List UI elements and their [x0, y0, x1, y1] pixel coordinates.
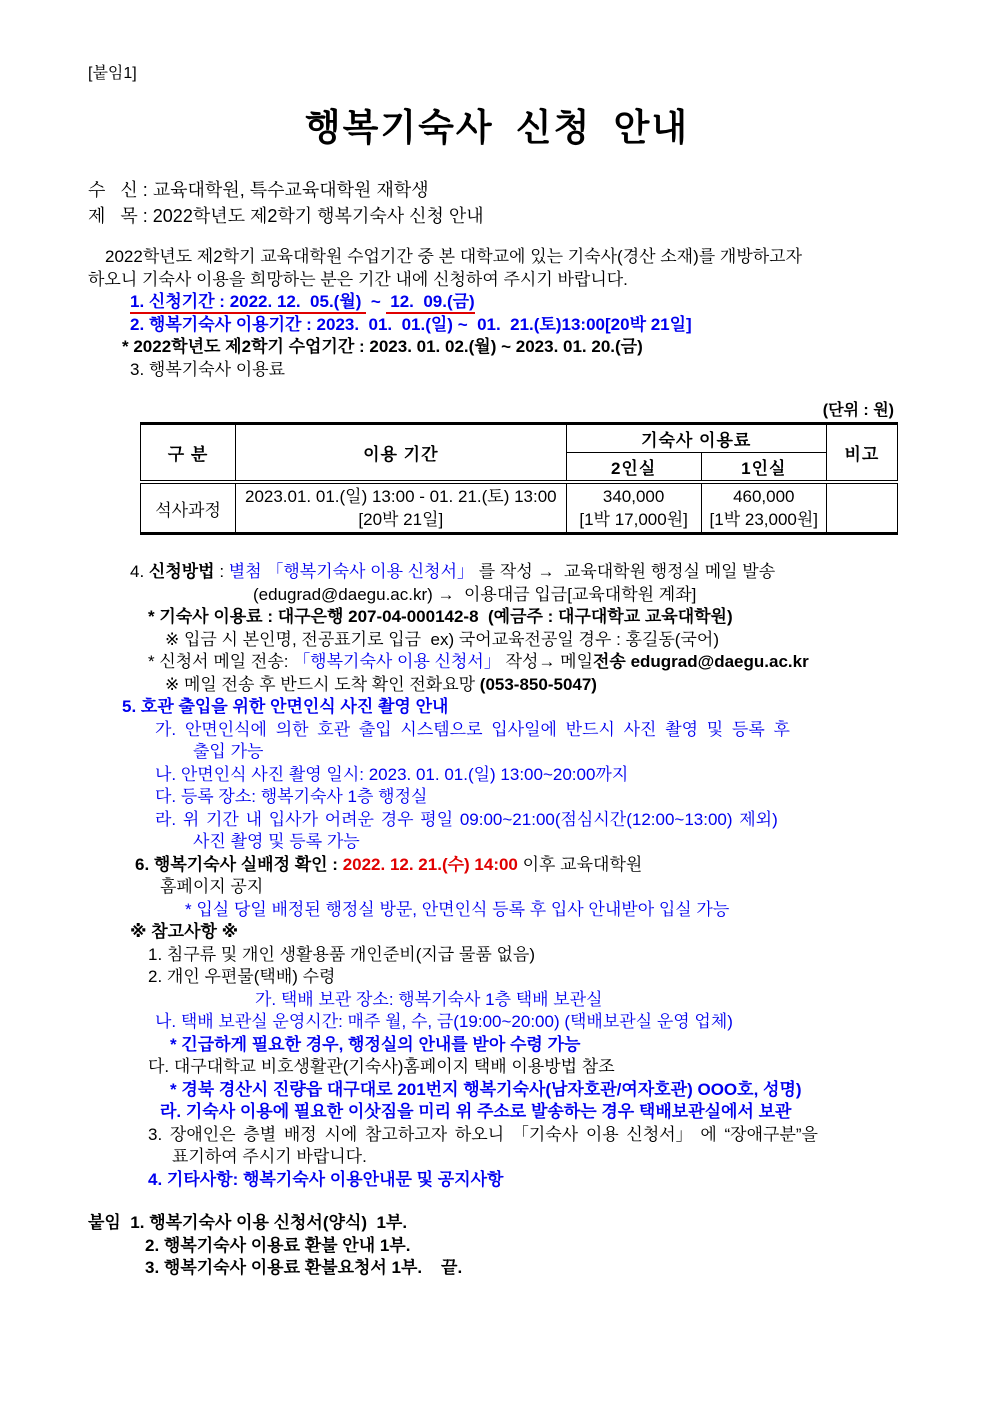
- text-segment: ※ 입금 시 본인명, 전공표기로 입금 ex) 국어교육전공일 경우 : 홍길동(국어): [165, 629, 719, 649]
- text-segment: 3. 행복기숙사 이용료 환불요청서 1부. 끝.: [145, 1258, 463, 1277]
- table-header-double-room: 2인실: [566, 453, 701, 483]
- text-segment: 사진 촬영 및 등록 가능: [193, 832, 360, 851]
- text-segment: ※ 참고사항 ※: [130, 922, 239, 941]
- text-segment: 라. 위 기간 내 입사가 어려운 경우 평일 09:00~21:00(점심시간(12:00~13:00) 제외): [155, 809, 778, 829]
- text-line: [88, 831, 906, 854]
- text-line: [88, 989, 906, 1012]
- text-segment: 1. 침구류 및 개인 생활용품 개인준비(지급 물품 없음): [148, 944, 536, 964]
- text-line: [88, 606, 906, 629]
- intro-paragraph: [88, 245, 906, 291]
- text-line: [88, 651, 906, 674]
- text-line: [88, 1235, 906, 1258]
- cell-category: 석사과정: [141, 482, 236, 534]
- cell-fee-double: [566, 482, 701, 534]
- text-segment: 6. 행복기숙사 실배정 확인 :: [135, 854, 343, 874]
- text-line: [88, 1124, 906, 1147]
- phone-text: (053-850-5047): [479, 674, 597, 694]
- text-line: [88, 764, 906, 787]
- text-line: [88, 966, 906, 989]
- text-segment: 다. 등록 장소: 행복기숙사 1층 행정실: [155, 787, 428, 806]
- page-title: 행복기숙사 신청 안내: [304, 107, 690, 148]
- text-segment: 나. 안면인식 사진 촬영 일시: 2023. 01. 01.(일) 13:00~20:00까지: [155, 764, 629, 784]
- text-line: [88, 741, 906, 764]
- numbered-list-top: [88, 291, 906, 381]
- dormitory-fee-table: [140, 422, 898, 535]
- text-segment: 붙임 1. 행복기숙사 이용 신청서(양식) 1부.: [88, 1213, 408, 1232]
- text-line: [88, 1101, 906, 1124]
- text-segment: 12. 09.(금): [386, 292, 475, 314]
- cell-fee-double-line1: 340,000: [602, 487, 665, 506]
- text-line: [88, 809, 906, 832]
- cell-fee-double-line2: [1박 17,000원]: [579, 510, 688, 529]
- text-line: [88, 1169, 906, 1192]
- text-line: [88, 696, 906, 719]
- text-segment: 작성→ 메일: [500, 652, 593, 671]
- attachment-tag: [붙임1]: [88, 65, 137, 82]
- email-text: (edugrad@daegu.ac.kr) → 이용대금 입금[교육대학원 계좌]: [253, 584, 697, 604]
- text-segment: ※ 메일 전송 후 반드시 도착 확인 전화요망: [165, 674, 480, 694]
- text-segment: 나. 택배 보관실 운영시간: 매주 월, 수, 금(19:00~20:00) (택배보관실 운영 업체): [155, 1012, 733, 1031]
- cell-fee-single-line1: 460,000: [733, 487, 795, 506]
- text-segment: 2. 행복기숙사 이용기간 : 2023. 01. 01.(일) ~ 01. 21.(토)13:00[20박 21일]: [130, 314, 692, 334]
- intro-line-1: 2022학년도 제2학기 교육대학원 수업기간 중 본 대학교에 있는 기숙사(경산 소재)를 개방하고자: [105, 247, 803, 266]
- bank-account-text: * 기숙사 이용료 : 대구은행 207-04-000142-8 (예금주 : 대구대학교 교육대학원): [148, 607, 733, 626]
- text-segment: * 입실 당일 배정된 행정실 방문, 안면인식 등록 후 입사 안내받아 입실 가능: [185, 899, 730, 919]
- table-header-period: 이용 기간: [236, 424, 566, 483]
- text-segment: 가. 안면인식에 의한 호관 출입 시스템으로 입사일에 반드시 사진 촬영 및 등록 후: [155, 719, 790, 739]
- text-segment: 신청방법: [148, 562, 215, 581]
- text-line: [88, 674, 906, 697]
- text-line: [88, 629, 906, 652]
- cell-note: [826, 482, 897, 534]
- text-segment: ~: [366, 292, 386, 311]
- table-header-single-room: 1인실: [701, 453, 826, 483]
- text-line: [88, 359, 906, 382]
- text-line: [88, 786, 906, 809]
- text-segment: 「행복기숙사 이용 신청서」: [293, 652, 501, 671]
- cell-fee-single: [701, 482, 826, 534]
- recipient-line: 수 신 : 교육대학원, 특수교육대학원 재학생: [88, 180, 429, 200]
- text-line: [88, 1011, 906, 1034]
- intro-line-2: 하오니 기숙사 이용을 희망하는 분은 기간 내에 신청하여 주시기 바랍니다.: [88, 270, 628, 289]
- text-line: [88, 291, 906, 314]
- text-segment: 4.: [130, 562, 149, 581]
- text-segment: :: [214, 562, 229, 581]
- fee-table-section: [140, 397, 898, 535]
- text-line: [88, 314, 906, 337]
- table-header-category: 구 분: [141, 424, 236, 483]
- subject-line: 제 목 : 2022학년도 제2학기 행복기숙사 신청 안내: [88, 206, 484, 226]
- email-text: 전송 edugrad@daegu.ac.kr: [593, 652, 809, 671]
- text-line: [88, 1079, 906, 1102]
- text-segment: * 신청서 메일 전송:: [148, 652, 294, 671]
- text-line: [88, 944, 906, 967]
- table-header-fee-group: 기숙사 이용료: [566, 424, 826, 453]
- text-segment: * 2022학년도 제2학기 수업기간 : 2023. 01. 02.(월) ~ 2023. 01. 20.(금): [122, 337, 643, 356]
- body-text-block: [88, 561, 906, 1280]
- text-segment: 출입 가능: [193, 742, 264, 761]
- text-line: [88, 719, 906, 742]
- text-segment: 별첨 「행복기숙사 이용 신청서」: [228, 562, 479, 581]
- text-line: [88, 1212, 906, 1235]
- text-segment: 다. 대구대학교 비호생활관(기숙사)홈페이지 택배 이용방법 참조: [148, 1057, 615, 1076]
- text-line: [88, 561, 906, 584]
- text-segment: 2. 개인 우편물(택배) 수령: [148, 967, 336, 986]
- cell-period: [236, 482, 566, 534]
- text-segment: 이후 교육대학원: [517, 854, 643, 874]
- text-segment: 표기하여 주시기 바랍니다.: [172, 1147, 367, 1166]
- text-segment: 5. 호관 출입을 위한 안면인식 사진 촬영 안내: [122, 697, 449, 716]
- text-line: [88, 921, 906, 944]
- text-line: [88, 899, 906, 922]
- address-text: * 경북 경산시 진량읍 대구대로 201번지 행복기숙사(남자호관/여자호관) OOO호, 성명): [170, 1079, 802, 1099]
- text-line: [88, 1034, 906, 1057]
- table-header-note: 비고: [826, 424, 897, 483]
- text-line: [88, 1146, 906, 1169]
- text-segment: 3. 행복기숙사 이용료: [130, 359, 285, 379]
- text-line: [88, 1257, 906, 1280]
- table-row: [141, 482, 898, 534]
- text-segment: 라. 기숙사 이용에 필요한 이삿짐을 미리 위 주소로 발송하는 경우 택배보관실에서 보관: [160, 1102, 792, 1121]
- cell-fee-single-line2: [1박 23,000원]: [709, 510, 819, 529]
- text-segment: * 긴급하게 필요한 경우, 행정실의 안내를 받아 수령 가능: [170, 1034, 581, 1054]
- cell-period-line1: 2023.01. 01.(일) 13:00 - 01. 21.(토) 13:00: [244, 487, 557, 506]
- text-segment: 홈페이지 공지: [160, 877, 264, 896]
- text-segment: 2. 행복기숙사 이용료 환불 안내 1부.: [145, 1235, 411, 1255]
- text-segment: 4. 기타사항: 행복기숙사 이용안내문 및 공지사항: [148, 1169, 504, 1189]
- text-line: [88, 854, 906, 877]
- text-segment: 를 작성 → 교육대학원 행정실 메일 발송: [478, 562, 776, 581]
- cell-period-line2: [20박 21일]: [358, 510, 444, 529]
- text-segment: 3. 장애인은 층별 배정 시에 참고하고자 하오니 「기숙사 이용 신청서」 에 “장애구분”을: [148, 1124, 818, 1144]
- text-segment: 가. 택배 보관 장소: 행복기숙사 1층 택배 보관실: [255, 989, 603, 1009]
- unit-note: (단위 : 원): [822, 402, 894, 419]
- text-line: [88, 584, 906, 607]
- text-line: [88, 1056, 906, 1079]
- text-segment: 1. 신청기간 : 2022. 12. 05.(월): [130, 292, 366, 314]
- text-line: [88, 876, 906, 899]
- text-segment: 2022. 12. 21.(수) 14:00: [342, 854, 518, 874]
- text-line: [88, 336, 906, 359]
